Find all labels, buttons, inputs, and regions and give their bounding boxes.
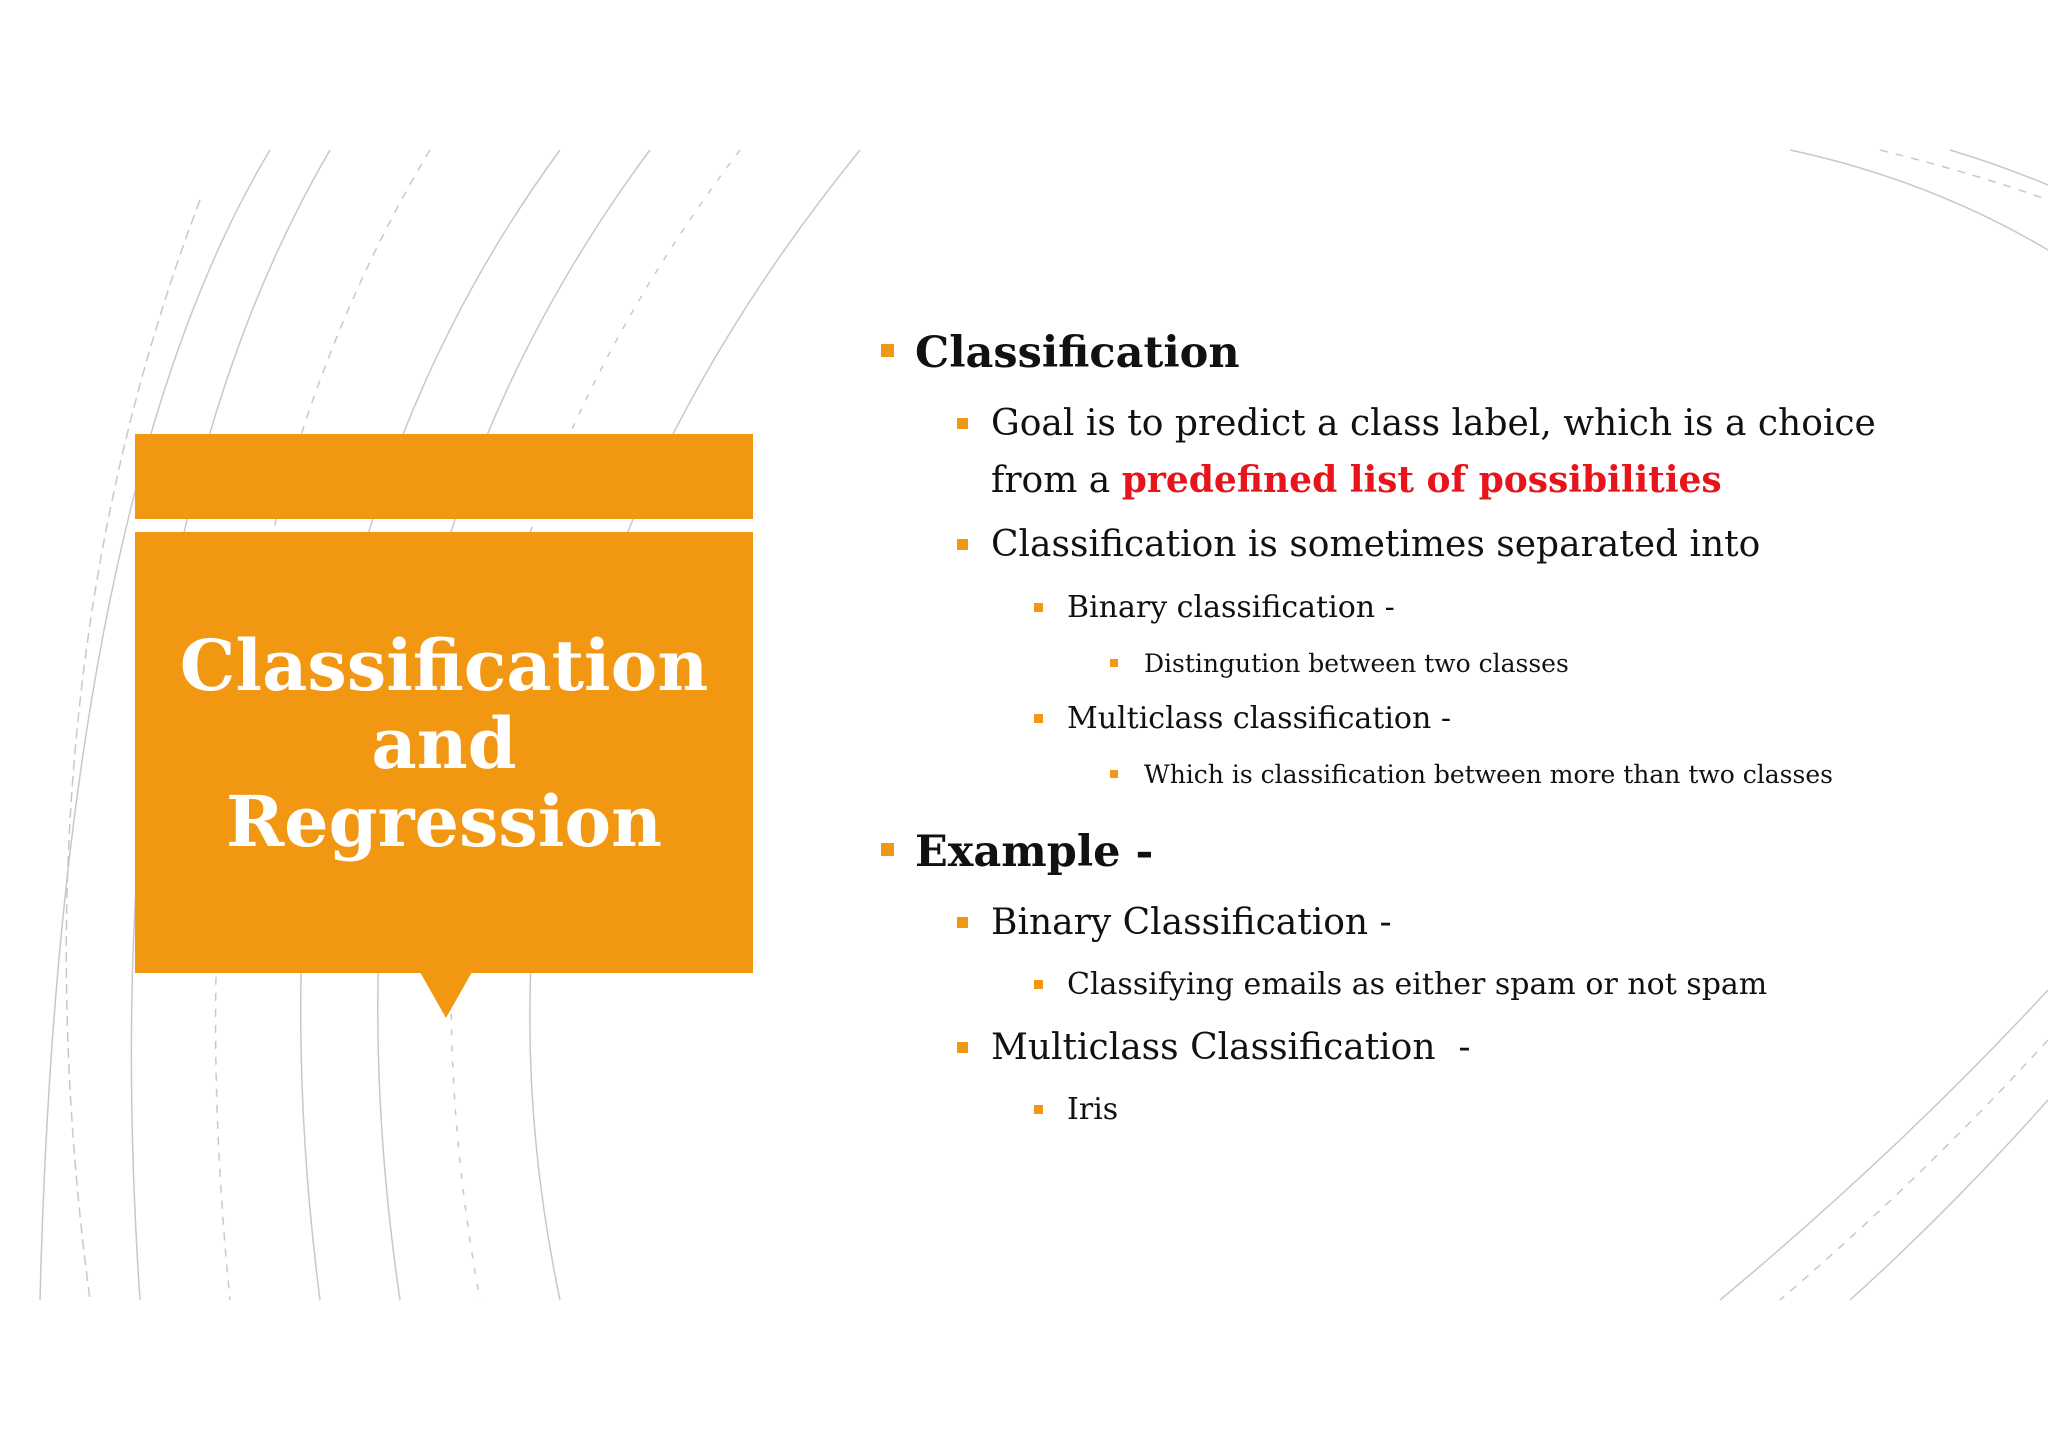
bullet-icon [1034,603,1043,612]
bullet-icon [957,418,968,429]
separated-into-text: Classification is sometimes separated into [991,524,1761,565]
bullet-icon [881,843,894,856]
binary-description: Distingution between two classes [1144,649,1569,678]
goal-line-2 [991,459,1722,501]
title-pointer [420,972,472,1018]
goal-line-1: Goal is to predict a class label, which is a choice [991,403,1876,444]
slide-title [179,623,709,863]
bullet-icon [1034,714,1043,723]
example-multiclass-label: Multiclass Classification - [991,1027,1471,1068]
example-binary-label: Binary Classification - [991,902,1392,943]
title-line-2: and [371,701,517,785]
bullet-icon [881,344,894,357]
title-accent-bar [135,434,753,519]
bullet-icon [1110,659,1118,667]
bullet-icon [1034,980,1043,989]
title-line-1: Classification [179,623,709,707]
goal-line-2-prefix: from a [991,460,1122,501]
bullet-icon [1110,770,1118,778]
binary-classification-label: Binary classification - [1067,590,1395,625]
multiclass-description: Which is classification between more than two classes [1144,760,1833,789]
bullet-icon [957,1042,968,1053]
classification-heading: Classification [915,328,1240,378]
example-multiclass-description: Iris [1067,1092,1119,1127]
bullet-icon [1034,1105,1043,1114]
title-line-3: Regression [225,779,663,863]
bullet-icon [957,539,968,550]
example-binary-description: Classifying emails as either spam or not spam [1067,967,1768,1002]
example-heading: Example - [915,827,1154,877]
title-box [135,532,753,973]
predefined-list-highlight: predefined list of possibilities [1121,459,1722,501]
multiclass-classification-label: Multiclass classification - [1067,701,1451,736]
bullet-icon [957,917,968,928]
